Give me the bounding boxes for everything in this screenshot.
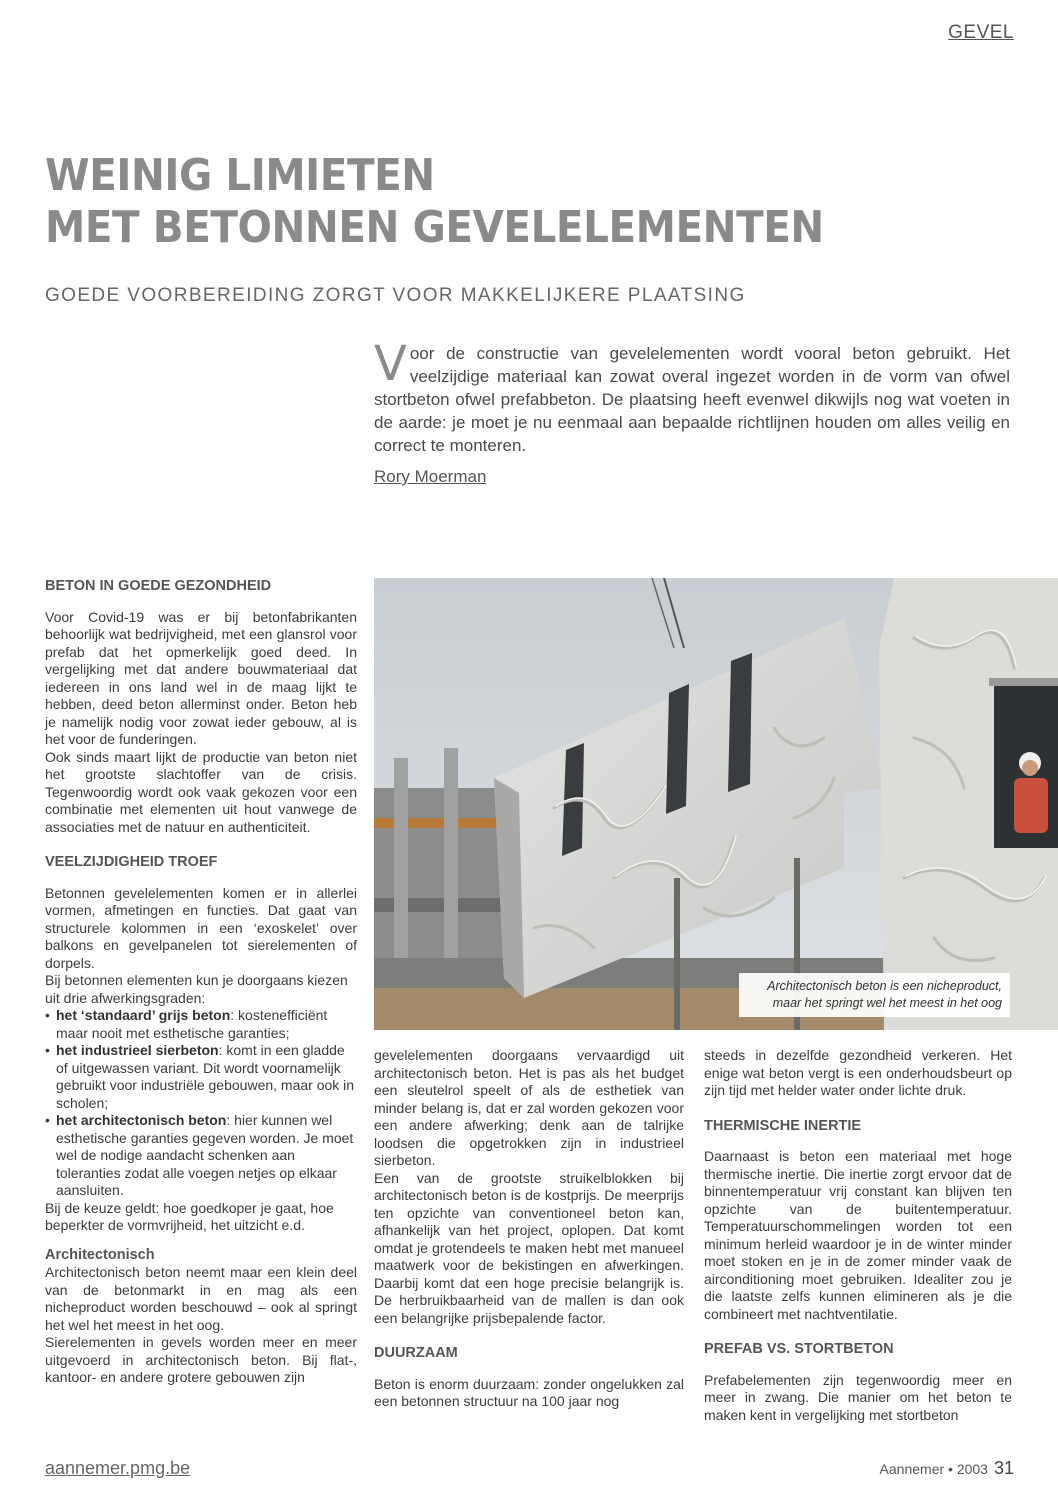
- article-title: [45, 150, 928, 254]
- column-1: [45, 578, 357, 1387]
- list-item: • het ‘standaard’ grijs beton: kostenefficiënt maar nooit met esthetische garanties;: [45, 1007, 328, 1041]
- bullet-icon: •: [45, 1007, 50, 1023]
- construction-photo: [374, 578, 1058, 1030]
- column-2: [374, 1047, 684, 1411]
- intro-text: oor de constructie van gevelelementen wordt vooral beton gebruikt. Het veelzijdige materiaal kan zowat overal ingezet worden in de vorm van ofwel stortbeton ofwel prefabbeton. De plaatsing heeft evenwel dikwijls nog wat voeten in de aarde: je moet je nu eenmaal aan bepaalde richtlijnen houden om alles veilig en correct te monteren.: [374, 344, 1010, 455]
- paragraph: Betonnen gevelelementen komen er in allerlei vormen, afmetingen en functies. Dat gaat van structurele kolommen in een ‘exoskelet’ over balkons en gevelpanelen tot sierelementen of dorpels.: [45, 884, 357, 971]
- bullet-icon: •: [45, 1112, 50, 1128]
- photo-caption: Architectonisch beton is een nicheproduct, maar het springt wel het meest in het oog: [739, 973, 1010, 1017]
- page-number: 31: [993, 1458, 1014, 1478]
- bullet-icon: •: [45, 1042, 50, 1058]
- drop-cap: V: [374, 336, 407, 392]
- paragraph: Voor Covid-19 was er bij betonfabrikanten behoorlijk wat bedrijvigheid, met een glansrol voor prefab dat het opmerkelijk goed deed. In vergelijking met dat andere bouwmateriaal dat iedereen in ons land wel in de maag lijkt te hebben, deed beton allerminst onder. Beton heb je namelijk nodig voor zowat ieder gebouw, al is het voor de funderingen.: [45, 608, 357, 747]
- paragraph: Architectonisch beton neemt maar een klein deel van de betonmarkt in en mag als een nicheproduct worden beschouwd – ook al springt het wel het meest in het oog.: [45, 1264, 357, 1333]
- paragraph: Sierelementen in gevels worden meer en meer uitgevoerd in architectonisch beton. Bij flat-, kantoor- en andere grotere gebouwen zijn: [45, 1334, 357, 1385]
- section-tag[interactable]: GEVEL: [948, 22, 1014, 43]
- issue-label: Aannemer • 2003: [879, 1461, 988, 1477]
- heading-thermische-inertie: THERMISCHE INERTIE: [704, 1117, 862, 1134]
- paragraph: Bij betonnen elementen kun je doorgaans kiezen uit drie afwerkingsgraden:: [45, 972, 348, 1006]
- concrete-facade-image: [374, 578, 1058, 1030]
- paragraph: Daarnaast is beton een materiaal met hoge thermische inertie. Die inertie zorgt ervoor dat de binnentemperatuur vrij constant kan blijven ten opzichte van de buitentemperatuur. Temperatuurschommelingen worden tot een minimum herleid waardoor je in de winter minder moet stoken en je in de zomer minder vaak de airconditioning moet gebruiken. Idealiter zou je die laatste zelfs kunnen elimineren als je die combineert met nachtventilatie.: [704, 1148, 1012, 1322]
- list-item: • het industrieel sierbeton: komt in een gladde of uitgewassen variant. Dit wordt voornamelijk gebruikt voor industriële gebouwen, maar ook in scholen;: [45, 1042, 355, 1111]
- heading-duurzaam: DUURZAAM: [374, 1345, 458, 1361]
- intro-paragraph: [374, 336, 1010, 457]
- paragraph: gevelelementen doorgaans vervaardigd uit architectonisch beton. Het is pas als het budget een sleutelrol speelt of als de esthetiek van minder belang is, dat er zal worden gekozen voor een andere afwerking; denk aan de talrijke loodsen die opgetrokken zijn in industrieel sierbeton.: [374, 1047, 684, 1168]
- column-3: [704, 1047, 1012, 1424]
- bullet-list: [45, 1007, 357, 1200]
- heading-veelzijdigheid: VEELZIJDIGHEID TROEF: [45, 854, 218, 870]
- heading-architectonisch: Architectonisch: [45, 1246, 155, 1263]
- article-subtitle: GOEDE VOORBEREIDING ZORGT VOOR MAKKELIJKERE PLAATSING: [45, 285, 746, 306]
- paragraph: Beton is enorm duurzaam: zonder ongelukken zal een betonnen structuur na 100 jaar nog: [374, 1375, 684, 1409]
- title-line-1: WEINIG LIMIETEN: [45, 150, 435, 201]
- title-line-2: MET BETONNEN GEVELELEMENTEN: [45, 202, 824, 253]
- paragraph: steeds in dezelfde gezondheid verkeren. Het enige wat beton vergt is een onderhoudsbeurt op zijn tijd met helder water onder lichte druk.: [704, 1047, 1012, 1098]
- paragraph: Bij de keuze geldt: hoe goedkoper je gaat, hoe beperkter de vormvrijheid, het uitzicht e.d.: [45, 1199, 334, 1233]
- author-link[interactable]: Rory Moerman: [374, 467, 487, 486]
- page-footer: [880, 1458, 1014, 1479]
- heading-beton-gezondheid: BETON IN GOEDE GEZONDHEID: [45, 578, 272, 594]
- list-item: • het architectonisch beton: hier kunnen wel esthetische garanties gegeven worden. Je moet wel de nodige aandacht schenken aan toleranties zodat alle voegen netjes op elkaar aansluiten.: [45, 1112, 354, 1198]
- heading-prefab-vs-stortbeton: PREFAB VS. STORTBETON: [704, 1341, 894, 1357]
- paragraph: Ook sinds maart lijkt de productie van beton niet het grootste slachtoffer van de crisis. Tegenwoordig wordt ook vaak gekozen voor een combinatie met elementen uit hout vanwege de associaties met de natuur en authenticiteit.: [45, 748, 357, 835]
- paragraph: Prefabelementen zijn tegenwoordig meer en meer in zwang. Die manier om het beton te maken kent in vergelijking met stortbeton: [704, 1371, 1012, 1423]
- paragraph: Een van de grootste struikelblokken bij architectonisch beton is de kostprijs. De meerprijs ten opzichte van conventioneel beton kan, afhankelijk van het project, oplopen. Dat komt omdat je grotendeels te maken hebt met manueel maatwerk voor de bekistingen en afwerkingen. Daarbij komt dat een hoge precisie belangrijk is. De herbruikbaarheid van de mallen is dan ook een belangrijke prijsbepalende factor.: [374, 1169, 684, 1326]
- website-link[interactable]: aannemer.pmg.be: [45, 1458, 191, 1478]
